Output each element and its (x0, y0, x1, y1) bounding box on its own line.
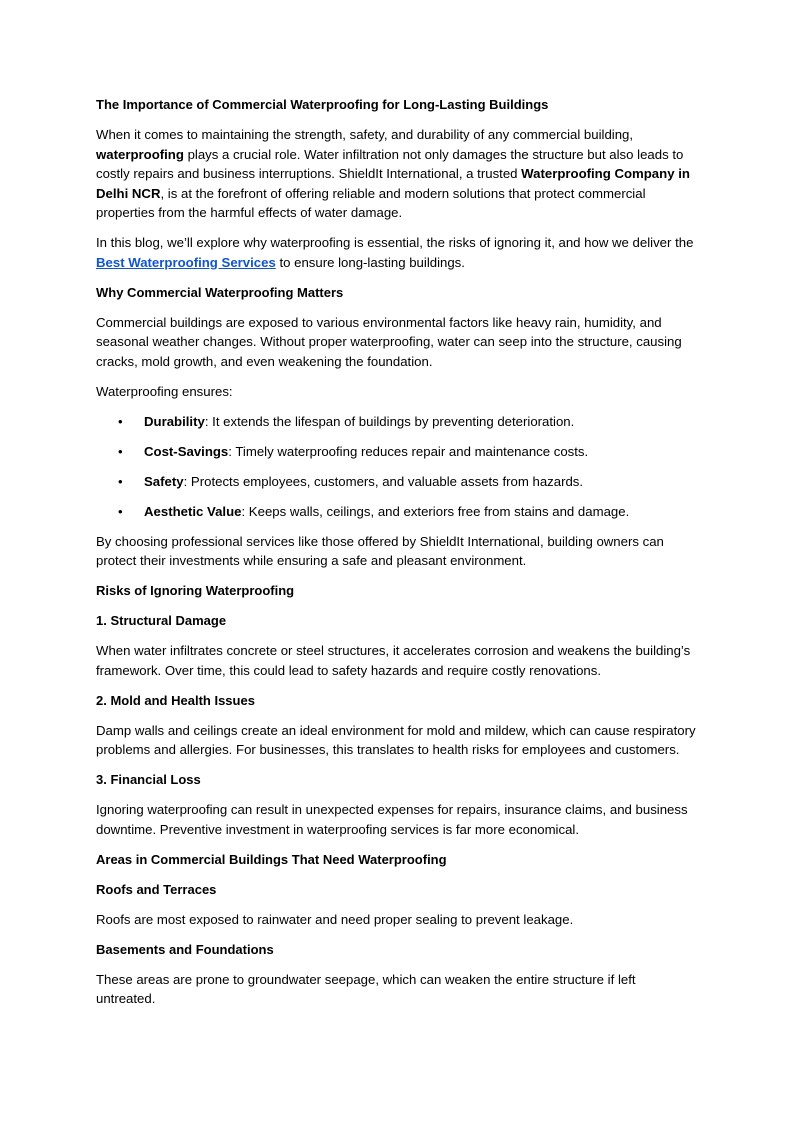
risk-text: Ignoring waterproofing can result in unexpected expenses for repairs, insurance claims, and business downtime. Preventive investment in waterproofing services is far more economical. (96, 802, 688, 837)
area-text: Roofs are most exposed to rainwater and need proper sealing to prevent leakage. (96, 911, 574, 927)
risks-heading: Risks of Ignoring Waterproofing (96, 583, 295, 598)
bullet-icon: • (118, 473, 123, 489)
risk-title: 1. Structural Damage (96, 613, 227, 628)
best-waterproofing-services-link[interactable]: Best Waterproofing Services (96, 254, 276, 270)
list-item: • Cost-Savings: Timely waterproofing reduces repair and maintenance costs. (96, 442, 698, 462)
ensures-label: Waterproofing ensures: (96, 383, 233, 399)
risk-title: 3. Financial Loss (96, 772, 201, 787)
list-item: • Durability: It extends the lifespan of buildings by preventing deterioration. (96, 412, 698, 432)
why-heading: Why Commercial Waterproofing Matters (96, 284, 344, 300)
benefits-list (96, 412, 698, 522)
why-closing-paragraph: By choosing professional services like those offered by ShieldIt International, building owners can protect their investments while ensuring a safe and pleasant environment. (96, 533, 664, 568)
risk-text: Damp walls and ceilings create an ideal environment for mold and mildew, which can cause respiratory problems and allergies. For businesses, this translates to health risks for employees and customers. (96, 722, 696, 757)
why-paragraph: Commercial buildings are exposed to various environmental factors like heavy rain, humidity, and seasonal weather changes. Without proper waterproofing, water can seep into the structure, causing cracks, mold growth, and even weakening the foundation. (96, 314, 682, 369)
bullet-icon: • (118, 413, 123, 429)
keyword-company: Waterproofing Company in Delhi NCR (96, 166, 690, 201)
document-title: The Importance of Commercial Waterproofing for Long-Lasting Buildings (96, 97, 549, 112)
intro-paragraph: When it comes to maintaining the strength, safety, and durability of any commercial building, waterproofing plays a crucial role. Water infiltration not only damages the structure but also leads to costly repairs and business interruptions. ShieldIt International, a trusted Waterproofing Company in Delhi NCR, is at the forefront of offering reliable and modern solutions that protect commercial properties from the harmful effects of water damage. (96, 127, 690, 220)
areas-heading: Areas in Commercial Buildings That Need Waterproofing (96, 851, 447, 867)
keyword-waterproofing: waterproofing (96, 146, 184, 162)
area-title: Roofs and Terraces (96, 881, 217, 897)
bullet-icon: • (118, 443, 123, 459)
list-item: • Safety: Protects employees, customers, and valuable assets from hazards. (96, 472, 698, 492)
risk-title: 2. Mold and Health Issues (96, 692, 255, 708)
risk-text: When water infiltrates concrete or steel structures, it accelerates corrosion and weakens the building’s framework. Over time, this could lead to safety hazards and require costly renovations. (96, 643, 691, 678)
area-text: These areas are prone to groundwater seepage, which can weaken the entire structure if left untreated. (96, 971, 636, 1006)
blog-paragraph: In this blog, we’ll explore why waterproofing is essential, the risks of ignoring it, and how we deliver the Best Waterproofing Services to ensure long-lasting buildings. (96, 235, 694, 270)
bullet-icon: • (118, 503, 123, 519)
area-title: Basements and Foundations (96, 941, 274, 957)
list-item: • Aesthetic Value: Keeps walls, ceilings, and exteriors free from stains and damage. (96, 502, 698, 522)
